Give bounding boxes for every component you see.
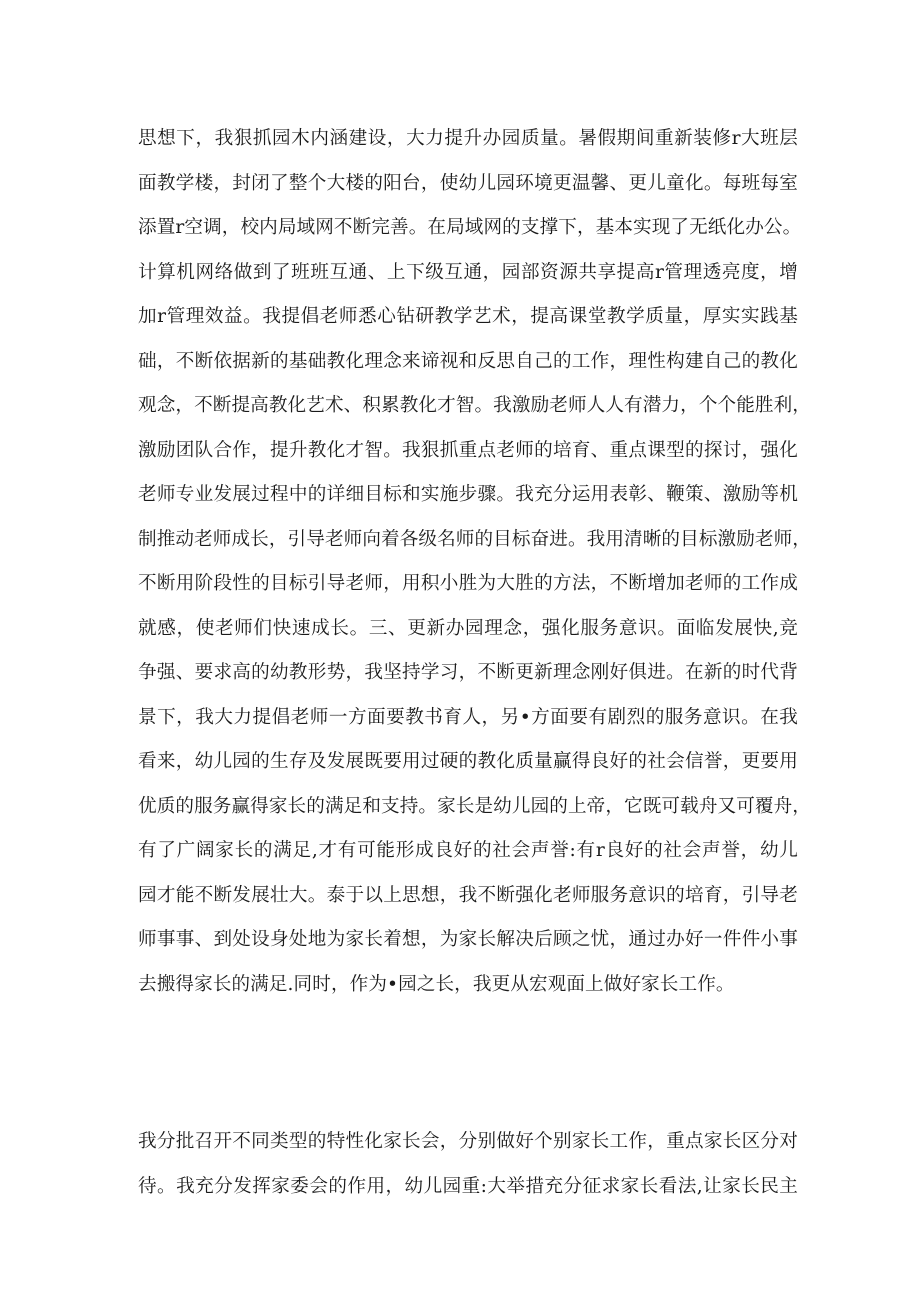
- text-line: 景下，我大力提倡老师一方面要教书育人，另•方面要有剧烈的服务意识。在我: [138, 706, 798, 728]
- text-line: 制推动老师成长，引导老师向着各级名师的目标奋进。我用清晰的目标激励老师，: [138, 528, 811, 550]
- text-line: 计算机网络做到了班班互通、上下级互通，园部资源共享提高r管理透亮度，增: [138, 261, 798, 283]
- text-line: 不断用阶段性的目标引导老师，用积小胜为大胜的方法，不断增加老师的工作成: [138, 573, 798, 594]
- text-line: 待。我充分发挥家委会的作用，幼儿园重:大举措充分征求家长看法,让家长民主: [138, 1175, 798, 1197]
- text-line: 础，不断依据新的基础教化理念来谛视和反思自己的工作，理性构建自己的教化: [138, 350, 798, 372]
- text-line: 观念，不断提高教化艺术、积累教化才智。我激励老师人人有潜力，个个能胜利，: [138, 395, 811, 416]
- body-paragraph: [138, 124, 811, 1014]
- text-line: 师事事、到处设身处地为家长着想，为家长解决后顾之忧，通过办好一件件小事: [138, 929, 798, 950]
- text-line: 看来，幼儿园的生存及发展既要用过硬的教化质量赢得良好的社会信誉，更要用: [138, 751, 798, 772]
- text-line: 有了广阔家长的满足,才有可能形成良好的社会声誉:有r良好的社会声誉，幼儿: [138, 840, 798, 861]
- text-line: 面教学楼，封闭了整个大楼的阳台，使幼儿园环境更温馨、更儿童化。每班每室: [138, 172, 798, 194]
- text-line: 我分批召开不同类型的特性化家长会，分别做好个别家长工作，重点家长区分对: [138, 1131, 798, 1152]
- text-line: 园才能不断发展壮大。泰于以上思想，我不断强化老师服务意识的培育，引导老: [138, 884, 798, 906]
- body-paragraph: [138, 1127, 798, 1216]
- text-line: 激励团队合作，提升教化才智。我狠抓重点老师的培育、重点课型的探讨，强化: [138, 439, 798, 461]
- text-line-last: 去搬得家长的满足.同时，作为•园之长，我更从宏观面上做好家长工作。: [138, 973, 735, 995]
- text-line: 思想下，我狠抓园木内涵建设，大力提升办园质量。暑假期间重新装修r大班层: [138, 128, 798, 149]
- text-line: 优质的服务赢得家长的满足和支持。家长是幼儿园的上帝，它既可载舟又可覆舟，: [138, 795, 811, 817]
- text-line: 争强、要求高的幼教形势，我坚持学习，不断更新理念刚好俱进。在新的时代背: [138, 662, 798, 683]
- text-line: 添置r空调，校内局域网不断完善。在局域网的支撑下，基本实现了无纸化办公。: [138, 217, 802, 238]
- text-line: 加r管理效益。我提倡老师悉心钻研教学艺术，提高课堂教学质量，厚实实践基: [138, 306, 798, 327]
- text-line: 就感，使老师们快速成长。三、更新办园理念，强化服务意识。面临发展快,竞: [138, 617, 798, 639]
- text-line: 老师专业发展过程中的详细目标和实施步骤。我充分运用表彰、鞭策、激励等机: [138, 484, 798, 505]
